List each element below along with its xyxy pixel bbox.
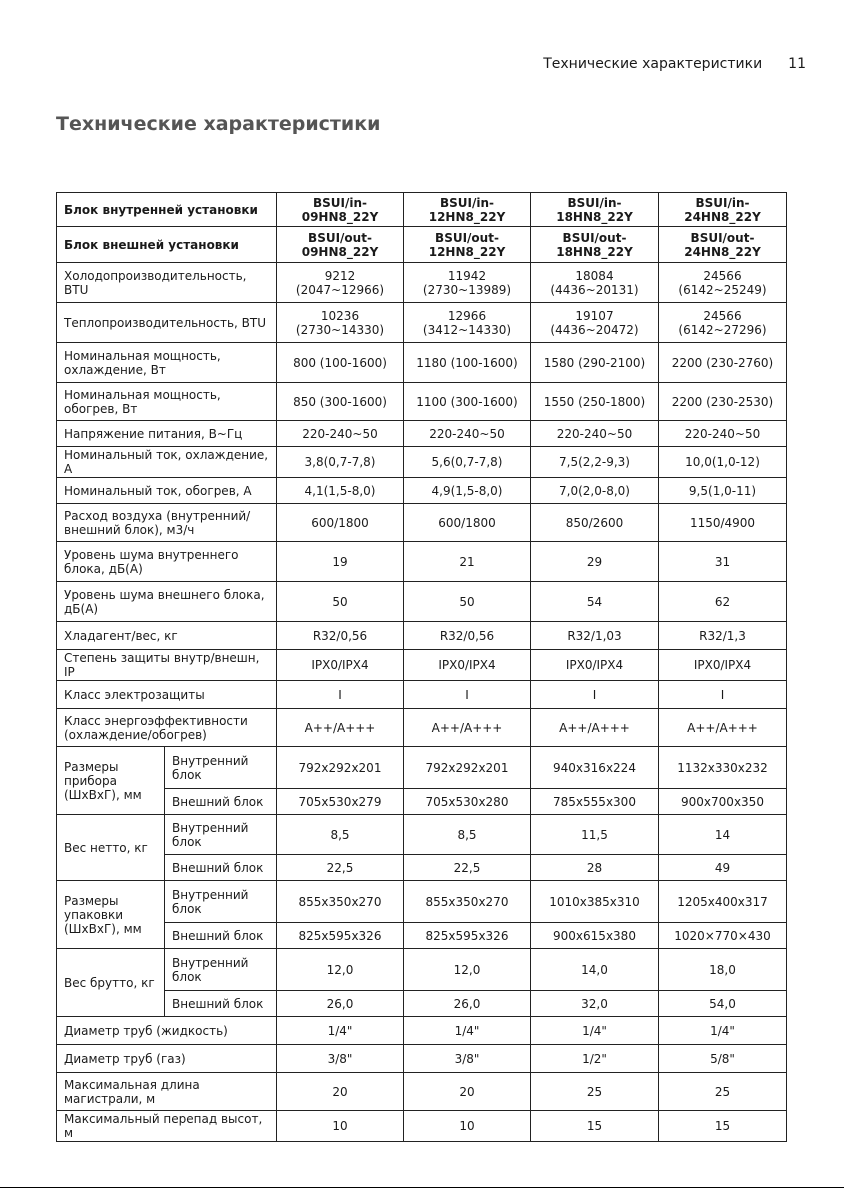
table-cell: 785x555x300 <box>531 789 659 815</box>
table-cell: 855x350x270 <box>404 881 531 923</box>
table-cell: 1/4" <box>659 1017 787 1045</box>
table-cell: 19107 (4436~20472) <box>531 303 659 343</box>
table-cell: I <box>531 681 659 709</box>
sub-label: Внутренний блок <box>165 747 277 789</box>
table-cell: BSUI/out- 18HN8_22Y <box>531 227 659 263</box>
table-row <box>57 227 787 263</box>
group-label: Размеры упаковки (ШхВхГ), мм <box>57 881 165 949</box>
table-cell: 24566 (6142~25249) <box>659 263 787 303</box>
table-cell: 3/8" <box>277 1045 404 1073</box>
table-cell: 50 <box>277 582 404 622</box>
table-cell: 705x530x280 <box>404 789 531 815</box>
row-label: Номинальная мощность, охлаждение, Вт <box>57 343 277 383</box>
table-cell: 825x595x326 <box>277 923 404 949</box>
table-cell: 1/4" <box>531 1017 659 1045</box>
table-cell: 3,8(0,7-7,8) <box>277 447 404 478</box>
table-cell: 7,0(2,0-8,0) <box>531 478 659 504</box>
table-cell: 11942 (2730~13989) <box>404 263 531 303</box>
table-cell: 19 <box>277 542 404 582</box>
table-cell: 8,5 <box>404 815 531 855</box>
row-label: Уровень шума внутреннего блока, дБ(А) <box>57 542 277 582</box>
table-cell: I <box>277 681 404 709</box>
table-cell: R32/0,56 <box>277 622 404 650</box>
table-row <box>57 991 787 1017</box>
table-cell: A++/A+++ <box>659 709 787 747</box>
table-cell: 1580 (290-2100) <box>531 343 659 383</box>
table-row <box>57 343 787 383</box>
table-cell: 900x700x350 <box>659 789 787 815</box>
table-row <box>57 949 787 991</box>
table-cell: 25 <box>531 1073 659 1111</box>
table-cell: 1010x385x310 <box>531 881 659 923</box>
table-cell: 15 <box>659 1111 787 1142</box>
table-cell: 5,6(0,7-7,8) <box>404 447 531 478</box>
table-cell: 220-240~50 <box>404 421 531 447</box>
table-cell: 12,0 <box>404 949 531 991</box>
table-cell: 940x316x224 <box>531 747 659 789</box>
table-cell: R32/1,3 <box>659 622 787 650</box>
table-cell: BSUI/out- 09HN8_22Y <box>277 227 404 263</box>
table-row <box>57 447 787 478</box>
table-row <box>57 789 787 815</box>
row-label: Напряжение питания, В~Гц <box>57 421 277 447</box>
sub-label: Внешний блок <box>165 923 277 949</box>
table-cell: 54 <box>531 582 659 622</box>
page-number: 11 <box>788 56 806 72</box>
table-cell: 2200 (230-2530) <box>659 383 787 421</box>
row-label: Теплопроизводительность, BTU <box>57 303 277 343</box>
table-row <box>57 383 787 421</box>
table-cell: 7,5(2,2-9,3) <box>531 447 659 478</box>
table-cell: 1205x400x317 <box>659 881 787 923</box>
table-cell: 9212 (2047~12966) <box>277 263 404 303</box>
table-cell: 14,0 <box>531 949 659 991</box>
table-cell: 12966 (3412~14330) <box>404 303 531 343</box>
table-row <box>57 1111 787 1142</box>
row-label: Диаметр труб (газ) <box>57 1045 277 1073</box>
table-cell: 2200 (230-2760) <box>659 343 787 383</box>
table-cell: 1/2" <box>531 1045 659 1073</box>
table-cell: 26,0 <box>404 991 531 1017</box>
page-bottom-rule <box>0 1187 844 1188</box>
table-cell: 22,5 <box>404 855 531 881</box>
table-cell: BSUI/out- 24HN8_22Y <box>659 227 787 263</box>
row-label: Номинальный ток, охлаждение, А <box>57 447 277 478</box>
table-cell: 18,0 <box>659 949 787 991</box>
table-cell: 22,5 <box>277 855 404 881</box>
table-cell: 25 <box>659 1073 787 1111</box>
table-row <box>57 747 787 789</box>
table-cell: R32/0,56 <box>404 622 531 650</box>
row-label: Холодопроизводительность, BTU <box>57 263 277 303</box>
page-header <box>543 56 806 72</box>
table-cell: 15 <box>531 1111 659 1142</box>
table-cell: 600/1800 <box>277 504 404 542</box>
sub-label: Внутренний блок <box>165 815 277 855</box>
table-cell: I <box>659 681 787 709</box>
table-cell: 10 <box>277 1111 404 1142</box>
table-cell: IPX0/IPX4 <box>531 650 659 681</box>
table-cell: 62 <box>659 582 787 622</box>
table-cell: 9,5(1,0-11) <box>659 478 787 504</box>
table-cell: 1100 (300-1600) <box>404 383 531 421</box>
table-cell: 1020×770×430 <box>659 923 787 949</box>
table-cell: 10,0(1,0-12) <box>659 447 787 478</box>
table-cell: 850/2600 <box>531 504 659 542</box>
row-label: Хладагент/вес, кг <box>57 622 277 650</box>
row-label: Максимальная длина магистрали, м <box>57 1073 277 1111</box>
row-label: Класс электрозащиты <box>57 681 277 709</box>
table-cell: A++/A+++ <box>277 709 404 747</box>
table-row <box>57 1045 787 1073</box>
row-label: Диаметр труб (жидкость) <box>57 1017 277 1045</box>
table-cell: 900x615x380 <box>531 923 659 949</box>
table-row <box>57 815 787 855</box>
table-cell: 600/1800 <box>404 504 531 542</box>
table-cell: 29 <box>531 542 659 582</box>
table-cell: 11,5 <box>531 815 659 855</box>
specifications-table <box>56 192 787 1142</box>
table-cell: 4,1(1,5-8,0) <box>277 478 404 504</box>
table-cell: 792x292x201 <box>277 747 404 789</box>
table-row <box>57 881 787 923</box>
table-row <box>57 923 787 949</box>
table-cell: 31 <box>659 542 787 582</box>
table-cell: 220-240~50 <box>277 421 404 447</box>
table-row <box>57 650 787 681</box>
table-row <box>57 421 787 447</box>
table-row <box>57 478 787 504</box>
table-cell: 800 (100-1600) <box>277 343 404 383</box>
table-cell: 24566 (6142~27296) <box>659 303 787 343</box>
table-cell: IPX0/IPX4 <box>659 650 787 681</box>
table-row <box>57 263 787 303</box>
row-label: Блок внутренней установки <box>57 193 277 227</box>
row-label: Блок внешней установки <box>57 227 277 263</box>
page-title: Технические характеристики <box>56 113 381 135</box>
table-cell: 220-240~50 <box>531 421 659 447</box>
header-section-title: Технические характеристики <box>543 56 763 72</box>
table-cell: 32,0 <box>531 991 659 1017</box>
table-row <box>57 855 787 881</box>
table-cell: 220-240~50 <box>659 421 787 447</box>
table-row <box>57 582 787 622</box>
table-cell: 705x530x279 <box>277 789 404 815</box>
sub-label: Внутренний блок <box>165 881 277 923</box>
table-cell: 12,0 <box>277 949 404 991</box>
table-cell: 49 <box>659 855 787 881</box>
sub-label: Внешний блок <box>165 855 277 881</box>
table-row <box>57 1017 787 1045</box>
table-cell: BSUI/in- 09HN8_22Y <box>277 193 404 227</box>
row-label: Степень защиты внутр/внешн, IP <box>57 650 277 681</box>
table-cell: 20 <box>404 1073 531 1111</box>
row-label: Номинальный ток, обогрев, А <box>57 478 277 504</box>
table-cell: BSUI/in- 24HN8_22Y <box>659 193 787 227</box>
table-row <box>57 1073 787 1111</box>
table-row <box>57 504 787 542</box>
table-cell: 8,5 <box>277 815 404 855</box>
table-cell: A++/A+++ <box>531 709 659 747</box>
table-cell: I <box>404 681 531 709</box>
table-cell: 3/8" <box>404 1045 531 1073</box>
table-row <box>57 681 787 709</box>
table-cell: 18084 (4436~20131) <box>531 263 659 303</box>
table-cell: 4,9(1,5-8,0) <box>404 478 531 504</box>
row-label: Класс энергоэффективности (охлаждение/обогрев) <box>57 709 277 747</box>
table-cell: 1132x330x232 <box>659 747 787 789</box>
table-cell: 10 <box>404 1111 531 1142</box>
table-cell: 10236 (2730~14330) <box>277 303 404 343</box>
table-cell: 20 <box>277 1073 404 1111</box>
table-row <box>57 193 787 227</box>
table-cell: 14 <box>659 815 787 855</box>
table-cell: 855x350x270 <box>277 881 404 923</box>
table-cell: 1/4" <box>404 1017 531 1045</box>
table-cell: BSUI/in- 18HN8_22Y <box>531 193 659 227</box>
table-cell: 850 (300-1600) <box>277 383 404 421</box>
row-label: Расход воздуха (внутренний/ внешний блок), м3/ч <box>57 504 277 542</box>
row-label: Уровень шума внешнего блока, дБ(А) <box>57 582 277 622</box>
table-cell: 26,0 <box>277 991 404 1017</box>
table-row <box>57 709 787 747</box>
group-label: Вес нетто, кг <box>57 815 165 881</box>
table-cell: IPX0/IPX4 <box>277 650 404 681</box>
table-cell: 1150/4900 <box>659 504 787 542</box>
table-row <box>57 303 787 343</box>
table-cell: 1180 (100-1600) <box>404 343 531 383</box>
sub-label: Внутренний блок <box>165 949 277 991</box>
sub-label: Внешний блок <box>165 991 277 1017</box>
row-label: Номинальная мощность, обогрев, Вт <box>57 383 277 421</box>
table-cell: BSUI/out- 12HN8_22Y <box>404 227 531 263</box>
table-cell: 1550 (250-1800) <box>531 383 659 421</box>
table-cell: 1/4" <box>277 1017 404 1045</box>
sub-label: Внешний блок <box>165 789 277 815</box>
table-cell: BSUI/in- 12HN8_22Y <box>404 193 531 227</box>
group-label: Вес брутто, кг <box>57 949 165 1017</box>
group-label: Размеры прибора (ШхВхГ), мм <box>57 747 165 815</box>
table-cell: 54,0 <box>659 991 787 1017</box>
table-cell: R32/1,03 <box>531 622 659 650</box>
table-cell: 5/8" <box>659 1045 787 1073</box>
table-cell: 21 <box>404 542 531 582</box>
table-cell: A++/A+++ <box>404 709 531 747</box>
table-cell: 50 <box>404 582 531 622</box>
table-cell: 792x292x201 <box>404 747 531 789</box>
table-cell: 825x595x326 <box>404 923 531 949</box>
table-cell: IPX0/IPX4 <box>404 650 531 681</box>
row-label: Максимальный перепад высот, м <box>57 1111 277 1142</box>
table-cell: 28 <box>531 855 659 881</box>
table-row <box>57 622 787 650</box>
table-row <box>57 542 787 582</box>
